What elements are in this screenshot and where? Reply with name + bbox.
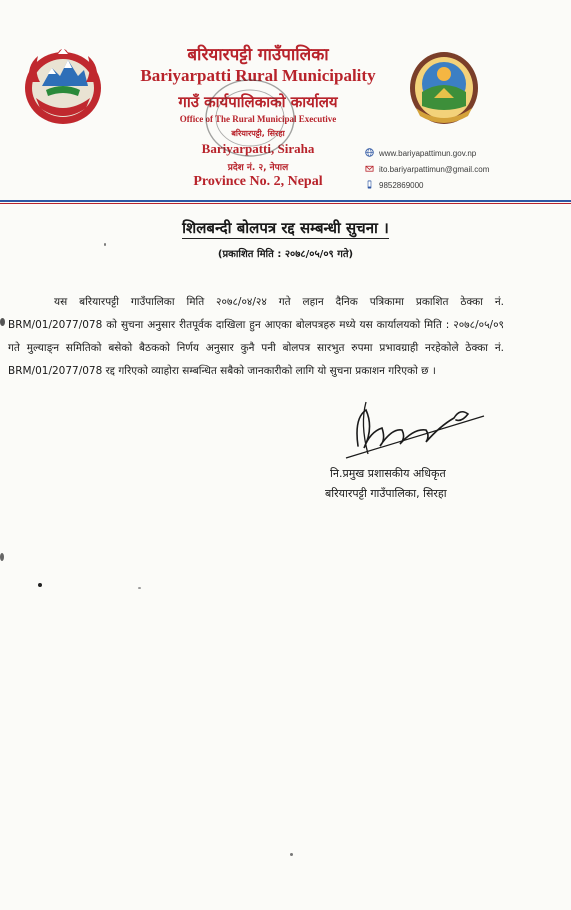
phone-icon: [365, 180, 374, 189]
website-text: www.bariyapattimun.gov.np: [379, 149, 477, 158]
signatory-office: बरियारपट्टी गाउँपालिका, सिरहा: [325, 487, 447, 500]
mail-icon: [365, 164, 374, 173]
header-divider: [0, 200, 571, 204]
municipality-name-np: बरियारपट्टी गाउँपालिका: [187, 45, 329, 65]
notice-body-paragraph: यस बरियारपट्टी गाउँपालिका मिति २०७८/०४/२४ गते लहान दैनिक पत्रिकामा प्रकाशित ठेक्का नं. BRM/01/2077/078 को सुचना अनुसार रीतपूर्वक दाखिला हुन आएका बोलपत्रहरु मध्ये यस कार्यालयको मिति : २०७८/०५/०९ गते मुल्याङ्न समितिको बसेको बैठकको निर्णय अनुसार कुनै पनी बोलपत्र सारभुत रुपमा प्रभावग्राही नरहेकोले ठेक्का नं. BRM/01/2077/078 रद्द गरिएको व्याहोरा सम्बन्धित सबैको जानकारीको लागि यो सुचना प्रकाशन गरिएको छ ।: [8, 296, 504, 377]
notice-body: [8, 291, 504, 383]
paper-speck: [290, 853, 293, 856]
province-np: प्रदेश नं. २, नेपाल: [227, 163, 289, 173]
email-text: ito.bariyarpattimun@gmail.com: [379, 165, 490, 174]
paper-speck: [0, 318, 5, 326]
contact-email[interactable]: [365, 164, 489, 174]
municipality-logo-icon: [408, 48, 480, 126]
office-name-en: Office of The Rural Municipal Executive: [179, 114, 337, 124]
place-np: बरियारपट्टी, सिरहा: [231, 129, 285, 138]
globe-icon: [365, 148, 374, 157]
signatory-title: नि.प्रमुख प्रशासकीय अधिकृत: [330, 467, 446, 480]
contact-phone[interactable]: [365, 180, 424, 190]
notice-title: शिलबन्दी बोलपत्र रद्द सम्बन्धी सुचना ।: [182, 219, 389, 237]
province-en: Province No. 2, Nepal: [193, 174, 323, 189]
municipality-name-en: Bariyarpatti Rural Municipality: [140, 66, 376, 85]
phone-text: 9852869000: [379, 181, 424, 190]
paper-speck: [38, 583, 42, 587]
paper-speck: [138, 587, 141, 589]
contact-website[interactable]: [365, 148, 476, 158]
place-en: Bariyarpatti, Siraha: [201, 141, 315, 156]
signature-icon: [336, 388, 486, 466]
office-stamp-icon: [150, 58, 350, 188]
published-date: (प्रकाशित मिति : २०७८/०५/०९ गते): [217, 249, 354, 260]
paper-speck: [0, 553, 4, 561]
office-name-np: गाउँ कार्यपालिकाको कार्यालय: [178, 93, 338, 111]
nepal-emblem-icon: [22, 46, 104, 126]
paper-speck: [104, 243, 106, 246]
